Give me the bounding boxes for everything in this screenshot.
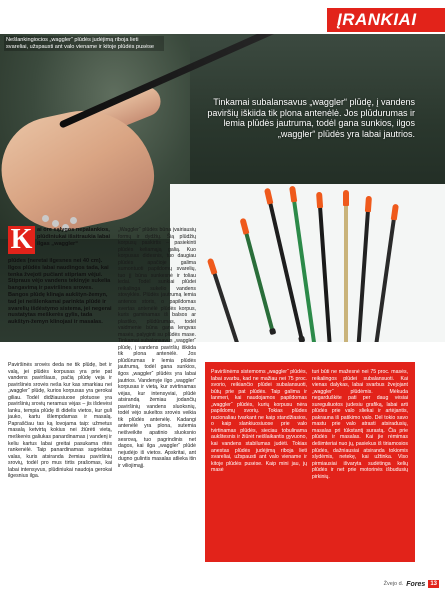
article-column-2: „Waggler“ plūdės būna įvairiausių formų ir dydžių. Šią plūdžių korpusų paskirtis – pasiekinti plūdės keliamąją galią. Kuo korpusas didesnis, tuo daugiau plūdės apačioje galima sumontuoti papildomų svarelių, tuo jį būna sunkesnė ir toliau ledai. Todėl sunkiai plūdei reikalinga sukelio vandens stovyklės. Plūdės jautrumą lemia antenos storis, o papildomas svertas antenėlė plūdės korpus, kuris gaminamas iš balsos ar plastiko, plūdūrumas, todėl vaidmenie būna gana lengvas masės, palyginti su plūdės mase. Tinkamai subalansavus „waggler“ plūdę, į vandens paviršių iškiida tik plona antenėlė. Jos plūdūrumas ir lemia plūdės jautrumą, todėl gana sunkios, ilgos „waggler“ plūdės yra labai jautrios. Vandenyje ilgo „waggler“ korpusas ir vietą, kur svirtinamas vėjas, kur intensyviai, plūdė atsirandą žemiau jodančių paviršinių vandens sluoksnių, todėl vėjo sukeltos srovės veikia tik plūdės antenėlę. Kadangi antenėlė yra plona, sutemia neišveikite apatinio sluoksnio sesrovą, tuo pagrindinis net dagos, kai ilga „waggler“ plūdė nejudėjo iš vietos. Apskritai, ant dugno gulintis masalas atlieka itin ir viliojimąjį. — [118, 227, 196, 469]
sidebar-box — [205, 362, 415, 562]
article-intro-continued: plūdes (neretai ilgesnes nei 40 cm). Ilgos plūdės labai naudingos tada, kai tenka žvejoti pučiant stipriam vėjui. Stipraus vėjo vandens tekinyje sukelia bangavimą ir paviršines sroves. Bangos plūdę klinąja aukštyn-žemyn, tad jei neišlenkamai parinkta plūdė ir svarelių išdėstymo sistema, jei negerai nustatytas meškerės gylis, tada aukštyn-žemyn klinojasi ir masalas. — [8, 258, 112, 326]
page-footer — [384, 580, 439, 588]
footer-brand: Fores — [406, 580, 426, 588]
article-column-1: Paviršinės srovės deda ne tik plūdę, bet ir valą, jei plūdės korpusas yra prie pat vandens paviršiaus, pačią plūdę veja ir paviršinės srovės neša kur kas smarkiau nei „waggler“ plūdę, kurios korpusas yra gerokai giliau. Todėl didžiausiuose plotuose yra paviršinių srovių neramus vėjas – jis išdevėsi lanku, tempia plūdę iš didelis vietos, kur guli jauko, kartu išlempdamas ir masalą. Papraščiau tas ką lovojama taip: užmetus masalą ketvirtą kokius nei žiūrėti vietą, meškerės galiukas panardinamas į vandenį ir keliu kartus labai greitai pasukama ritės rankenėlė. Taip panardinamas sugriebtas valas, kuris atsiranda žemiau paviršinių srovių, todėl pro mus tirtis prašomas, kai labai intensyvus, plūdiniukai naudoja gerokai ilgesnius ilga. — [8, 362, 112, 480]
photo-caption: Tinkamai subalansavus „waggler“ plūdę, į vandens paviršių iškiida tik plona antenėlė. Jos plūdurumas ir lemia plūdės jautruma, todėl gana sunkios, ilgos „waggler“ plūdės yra labai jautrios. — [207, 97, 415, 139]
sidebar-box-column-2: turi būti ne mažesnė nei 75 proc. masės, reikalingos plūdei subalansuoti. Kai vienas dalykas, labai svarbus žvejojant „waggler“ plūdėmis. Mėkuda negarduškite pati per daug vėsiai sureguliuotos judesiu grafiką, labai arti plūdės prie valo sliekai ir artėjantis, pakrauna iš patikimo valo. Dėl tokio savo mastu prie valo atrasti atsiradusių, masalas pri tūkstantį surastą. Čia prie plūdės ir masalas. Kai jie rėmimas dešimteriai nuo jų, pasiekus iš tiriamosios plūdės, dažniausiai atsiranda tokiomis slydėmis, netekę, kai užtinka. Viso pirmiausiai išvaryta sudėtinga kelių plūdės ir net prie motorinės išbudusių pirkinių. — [312, 369, 408, 480]
sidebar-box-column-1: Paviršinėms sistemoms „waggler“ plūdės, labai svarbu, kad ne mažiau nei 75 proc. svorio, reikiančio plūdei subalansuoti, būtų prie pat plūdės. Taip galima ir lanmeri, kai naudojamos papildomas „waggler“ plūdės, kurių korpusu nėra papildomų svorių. Tokias plūdes racionaliau tvarkant ne kaip standžiasios, o kaip slankiuosiuose prie valo tvirtinamas plūdės, sieciau tobulinama aukštesnis ir žiūrėt neišlaikantis gyvuono, kai vandens stabilumas judėti. Tokias anestas plūdės judėjimą riboja lieti svareliai, užspausti ant valo viename ir kitoje plūdės pusėse. Kaip mini jau, jų masė — [211, 369, 307, 474]
drop-cap: K — [8, 226, 35, 254]
footer-issue: Žvejo d. — [383, 581, 404, 587]
section-tag: ĮRANKIAI — [327, 8, 445, 32]
float-6 — [344, 204, 348, 342]
page-number: 13 — [430, 581, 437, 587]
article-intro: ai ore sąlygos nepalankios, plūdiniukai išsitraukia labai ilgas „waggler“ — [37, 227, 111, 247]
photo-caption-small: Nešlankingiocios „waggler“ plūdės judėjimą riboja lieti svareliai, užspausti ant valo viename ir kitoje plūdės pusėse — [4, 36, 164, 51]
